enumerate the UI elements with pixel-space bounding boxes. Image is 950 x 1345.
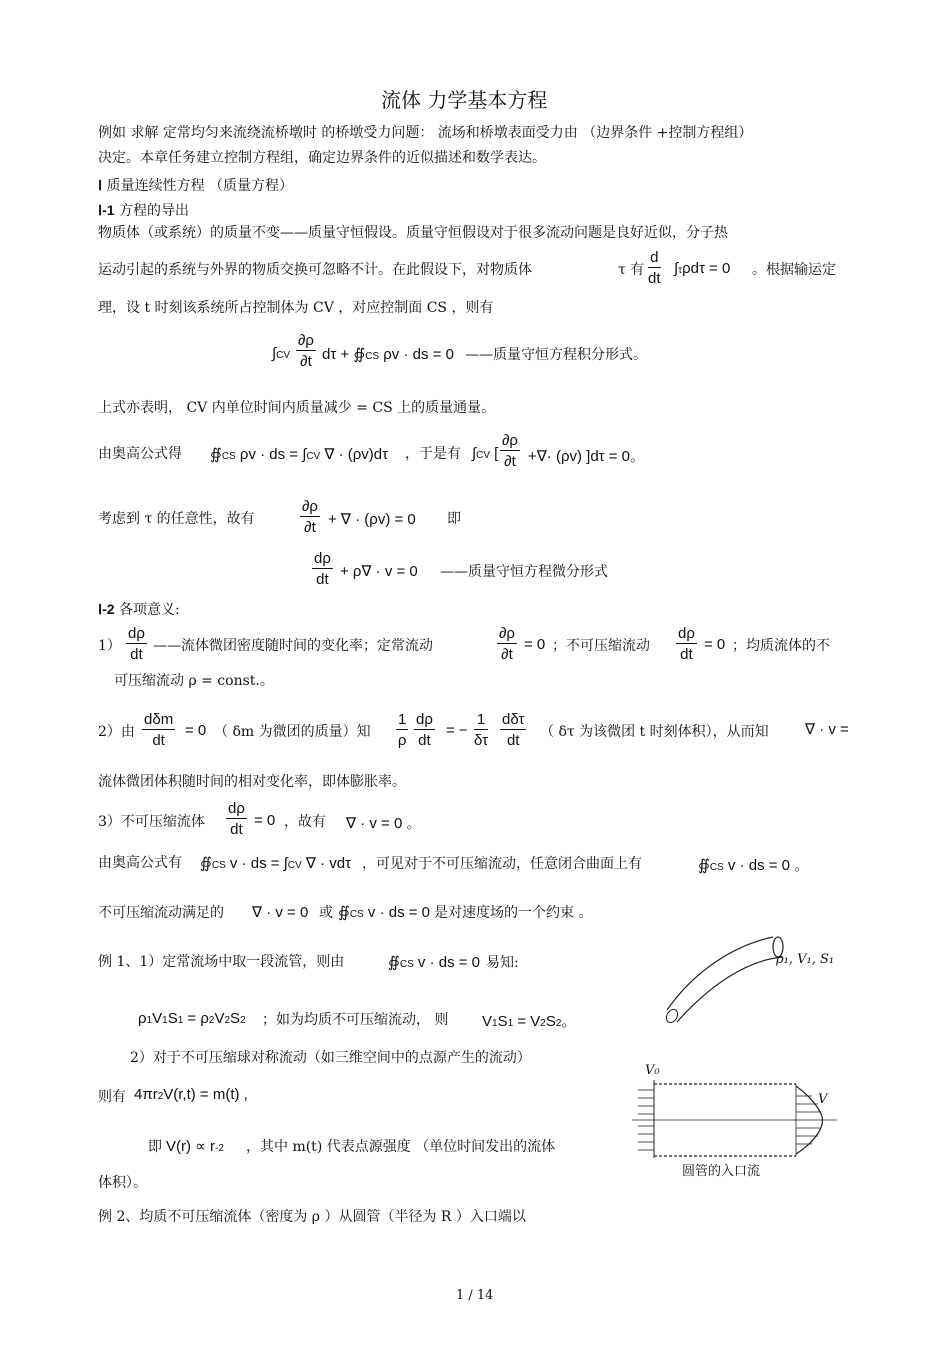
paragraph-2b: τ 有 xyxy=(618,262,645,278)
eq-flux-zero-3: ∯CS v · ds = 0 xyxy=(388,954,481,971)
eq-flux-zero-1: ∯CS v · ds = 0 。 xyxy=(698,857,810,874)
section-1-2-title: 各项意义: xyxy=(114,602,180,618)
stream-tube-label: ρ₁, V₁, S₁ xyxy=(776,952,835,967)
item-1b: ——流体微团密度随时间的变化率；定常流动 xyxy=(153,638,433,654)
page-number: 1 / 14 xyxy=(456,1288,494,1303)
item-2d: 流体微团体积随时间的相对变化率，即体膨胀率。 xyxy=(98,774,406,790)
eq-v-proportional: V(r) ∝ r-2 xyxy=(166,1138,224,1155)
frac-1-dtau: $\frac{1}{\delta\tau}$ xyxy=(474,711,489,749)
eq-material-integral: ∫τρdτ = 0 xyxy=(674,260,731,277)
eq-int-label: ——质量守恒方程积分形式。 xyxy=(465,347,647,363)
frac-drho-dt-5: $\frac{d\rho}{dt}$ xyxy=(128,625,145,663)
eq-diff-2: + ρ∇ · v = 0 xyxy=(340,563,418,580)
example-1b: 易知: xyxy=(486,955,519,971)
section-1-title: 质量连续性方程 （质量方程） xyxy=(102,178,294,194)
eq-diff-label: ——质量守恒方程微分形式 xyxy=(440,564,608,580)
eq-gauss-2a: ∫CV [ xyxy=(472,445,499,462)
section-1-1-title: 方程的导出 xyxy=(114,203,190,219)
frac-drho-dt-1: $\frac{\partial\rho}{\partial t}$ xyxy=(298,332,314,370)
paragraph-2a: 运动引起的系统与外界的物质交换可忽略不计。在此假设下，对物质体 xyxy=(98,262,532,278)
eq-steady: = 0 xyxy=(524,636,546,653)
eq-mass-flow-1: ρ1V1S1 = ρ2V2S2 xyxy=(138,1010,246,1027)
frac-drho-dt-7: $\frac{d\rho}{dt}$ xyxy=(678,625,695,663)
pipe-caption: 圆管的入口流 xyxy=(682,1164,761,1179)
paragraph-6: 考虑到 τ 的任意性，故有 xyxy=(98,511,255,527)
paragraph-7b: ，可见对于不可压缩流动，任意闭合曲面上有 xyxy=(362,856,642,872)
frac-drho-dt-2: $\frac{\partial\rho}{\partial t}$ xyxy=(502,432,518,470)
eq-div-v-zero-2: ∇ · v = 0 xyxy=(252,904,309,921)
item-3a: 3）不可压缩流体 xyxy=(98,814,205,830)
example-1c: ；如为均质不可压缩流动， 则 xyxy=(262,1012,449,1028)
example-2b: 则有 xyxy=(98,1089,126,1105)
eq-equals-minus: = − xyxy=(446,722,468,739)
eq-gauss-3: ∯CS v · ds = ∫CV ∇ · vdτ xyxy=(200,855,352,872)
eq-incompressible: = 0 xyxy=(704,636,726,653)
frac-drho-dt-6: $\frac{\partial\rho}{\partial t}$ xyxy=(499,625,515,663)
example-3: 例 2、均质不可压缩流体（密度为 ρ ）从圆管（半径为 R ）入口端以 xyxy=(98,1209,526,1225)
section-1-1-heading xyxy=(98,201,189,220)
frac-drho-dt-9: $\frac{d\rho}{dt}$ xyxy=(228,800,245,838)
pipe-inlet-figure xyxy=(632,1072,842,1177)
section-1-2-heading xyxy=(98,600,180,619)
eq-diff-1: + ∇ · (ρv) = 0 xyxy=(328,511,416,528)
item-1a: 1） xyxy=(98,638,121,654)
item-2a: 2）由 xyxy=(98,724,135,740)
item-1e: 可压缩流动 ρ = const.。 xyxy=(114,673,274,689)
item-1c: ；不可压缩流动 xyxy=(552,638,650,654)
section-1-heading xyxy=(98,176,293,195)
paragraph-4: 上式亦表明， CV 内单位时间内质量减少 = CS 上的质量通量。 xyxy=(98,400,496,416)
frac-drho-dt-4: $\frac{d\rho}{dt}$ xyxy=(314,550,331,588)
frac-1-rho: $\frac{1}{\rho}$ xyxy=(397,711,407,749)
section-1-number: Ⅰ xyxy=(98,177,103,193)
paragraph-8a: 不可压缩流动满足的 xyxy=(98,905,224,921)
frac-d-dt: $\frac{d}{dt}$ xyxy=(648,249,661,287)
stream-tube-figure xyxy=(655,925,845,1030)
section-1-2-number: Ⅰ-2 xyxy=(98,601,115,617)
item-2b: （ δm 为微团的质量）知 xyxy=(214,724,371,740)
frac-drho-dt-3: $\frac{\partial\rho}{\partial t}$ xyxy=(302,498,318,536)
eq-mass-flow-2: V1S1 = V2S2。 xyxy=(482,1013,577,1030)
paragraph-7a: 由奥高公式有 xyxy=(98,855,182,871)
eq-point-source: 4πr2V(r,t) = m(t) , xyxy=(134,1086,248,1103)
eq-flux-zero-2: ∯CS v · ds = 0 xyxy=(338,904,431,921)
example-2e: 体积）。 xyxy=(98,1175,147,1191)
eq-mass-const: = 0 xyxy=(185,722,207,739)
eq-int-rest: dτ + ∯CS ρv · ds = 0 xyxy=(322,346,454,363)
example-2c: 即 xyxy=(148,1139,162,1155)
frac-ddm-dt: dδm dt xyxy=(144,711,174,749)
section-1-1-number: Ⅰ-1 xyxy=(98,202,115,218)
paragraph-3: 理，设 t 时刻该系统所占控制体为 CV ，对应控制面 CS ，则有 xyxy=(98,300,494,316)
intro-line-2: 决定。本章任务建立控制方程组，确定边界条件的近似描述和数学表达。 xyxy=(98,150,546,166)
pipe-label-v0: V₀ xyxy=(645,1063,660,1078)
paragraph-2c: 。根据输运定 xyxy=(752,262,836,278)
item-3b: ，故有 xyxy=(284,814,326,830)
eq-div-v: ∇ · v = xyxy=(805,721,849,738)
example-2d: ，其中 m(t) 代表点源强度 （单位时间发出的流体 xyxy=(246,1139,556,1155)
item-2c: （ δτ 为该微团 t 时刻体积），从而知 xyxy=(540,724,769,740)
paragraph-8c: 是对速度场的一个约束 。 xyxy=(434,905,593,921)
paragraph-5b: ，于是有 xyxy=(405,446,461,462)
eq-gauss-1: ∯CS ρv · ds = ∫CV ∇ · (ρv)dτ xyxy=(210,446,389,463)
paragraph-1: 物质体（或系统）的质量不变——质量守恒假设。质量守恒假设对于很多流动问题是良好近似，分子热 xyxy=(98,225,728,241)
paragraph-8b: 或 xyxy=(319,905,333,921)
pipe-label-v: V xyxy=(818,1092,828,1107)
frac-drho-dt-8: $\frac{d\rho}{dt}$ xyxy=(416,711,433,749)
intro-line-1: 例如 求解 定常均匀来流绕流桥墩时 的桥墩受力问题： 流场和桥墩表面受力由 （边界条件 +控制方程组） xyxy=(98,125,753,141)
example-2a: 2）对于不可压缩球对称流动（如三维空间中的点源产生的流动） xyxy=(130,1050,531,1066)
eq-int-cv: ∫CV xyxy=(272,345,291,362)
eq-drho-zero: = 0 xyxy=(254,812,276,829)
paragraph-6b: 即 xyxy=(447,511,461,527)
frac-ddtau-dt: dδτ dt xyxy=(502,711,525,749)
page-title: 流体 力学基本方程 xyxy=(381,88,548,112)
example-1a: 例 1、1）定常流场中取一段流管，则由 xyxy=(98,954,345,970)
paragraph-5a: 由奥高公式得 xyxy=(98,446,182,462)
item-1d: ；均质流体的不 xyxy=(732,638,830,654)
eq-div-v-zero: ∇ · v = 0 。 xyxy=(346,815,422,832)
eq-gauss-2b: +∇· (ρv) ]dτ = 0。 xyxy=(528,448,646,465)
